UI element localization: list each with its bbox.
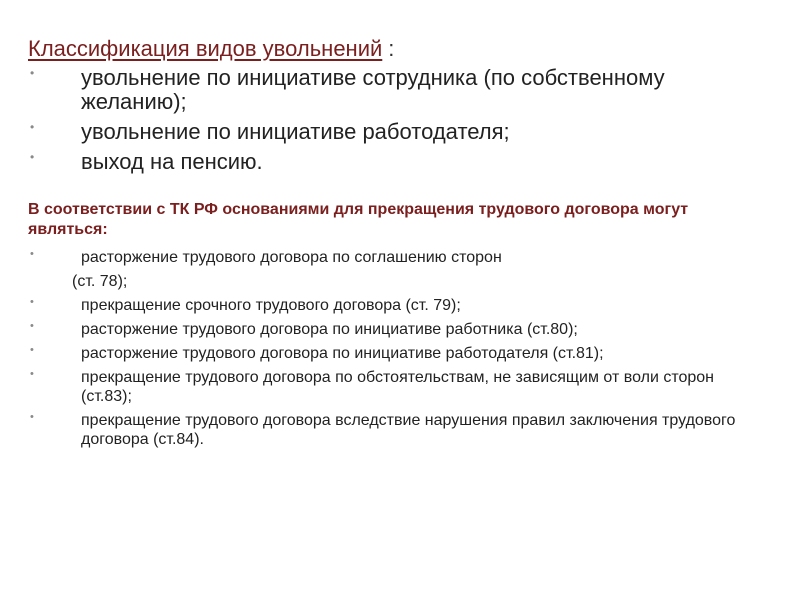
termination-grounds-list bbox=[28, 248, 760, 449]
list-item-text: прекращение трудового договора по обстоятельствам, не зависящим от воли сторон (ст.83); bbox=[81, 369, 715, 405]
bullet-icon: • bbox=[30, 120, 35, 134]
bullet-icon: • bbox=[30, 368, 34, 380]
heading-colon: : bbox=[388, 36, 395, 61]
list-item-text: увольнение по инициативе сотрудника (по собственному желанию); bbox=[81, 65, 665, 114]
list-item bbox=[28, 296, 760, 315]
bullet-icon: • bbox=[30, 344, 34, 356]
list-item-text: выход на пенсию. bbox=[81, 149, 263, 174]
list-item bbox=[28, 150, 760, 174]
list-item bbox=[28, 368, 760, 406]
list-item-text: расторжение трудового договора по соглашению сторон bbox=[81, 249, 502, 266]
list-item-text: прекращение трудового договора вследствие нарушения правил заключения трудового договора (ст.84). bbox=[81, 412, 736, 448]
list-item-text: расторжение трудового договора по инициативе работника (ст.80); bbox=[81, 321, 578, 338]
bullet-icon: • bbox=[30, 248, 34, 260]
list-item bbox=[28, 248, 760, 291]
bullet-icon: • bbox=[30, 150, 35, 164]
heading-title: Классификация видов увольнений bbox=[28, 36, 383, 61]
bullet-icon: • bbox=[30, 320, 34, 332]
list-item-continuation: (ст. 78); bbox=[72, 273, 128, 290]
bullet-icon: • bbox=[30, 66, 35, 80]
list-item-text: прекращение срочного трудового договора (ст. 79); bbox=[81, 297, 461, 314]
list-item bbox=[28, 66, 760, 114]
list-item-text: расторжение трудового договора по инициативе работодателя (ст.81); bbox=[81, 345, 604, 362]
dismissal-types-list bbox=[28, 66, 760, 174]
section-heading: В соответствии с ТК РФ основаниями для прекращения трудового договора могут являться: bbox=[28, 201, 689, 238]
list-item-text: увольнение по инициативе работодателя; bbox=[81, 119, 510, 144]
bullet-icon: • bbox=[30, 296, 34, 308]
list-item bbox=[28, 120, 760, 144]
list-item bbox=[28, 320, 760, 339]
slide-heading bbox=[28, 36, 760, 62]
list-item bbox=[28, 411, 760, 449]
list-item bbox=[28, 344, 760, 363]
bullet-icon: • bbox=[30, 411, 34, 423]
